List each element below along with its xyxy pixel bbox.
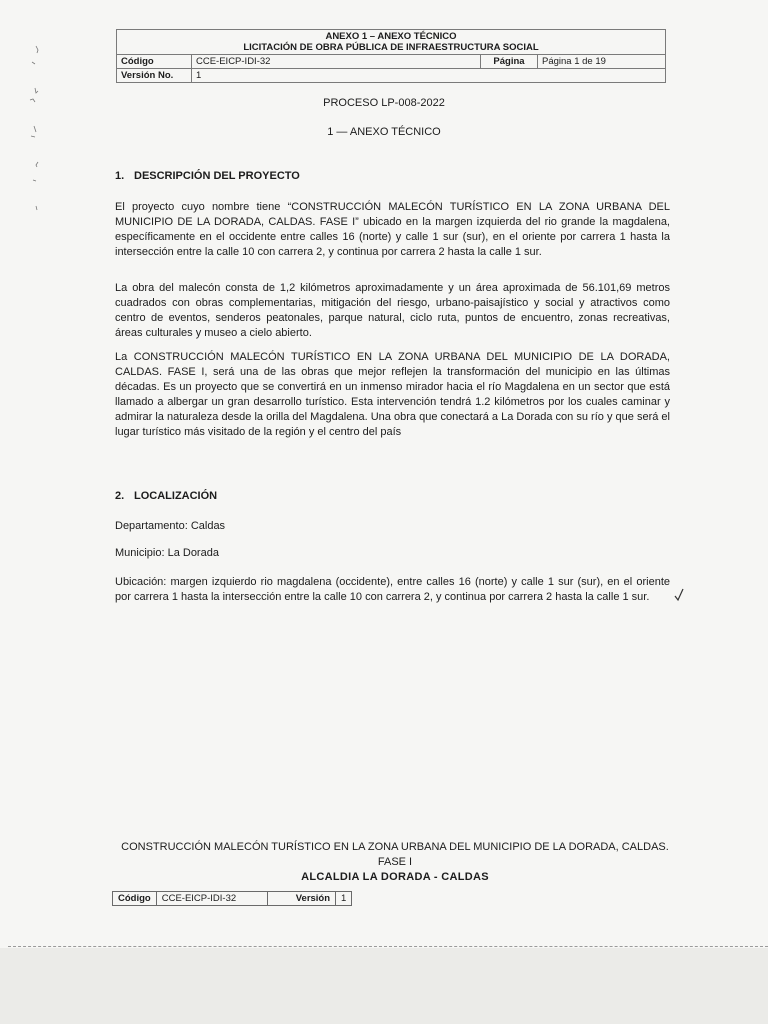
footer-entity: ALCALDIA LA DORADA - CALDAS xyxy=(301,871,489,883)
footer-version-label: Versión xyxy=(268,892,336,905)
header-code-row xyxy=(117,55,665,69)
section1-heading xyxy=(115,170,300,182)
footer-code-label: Código xyxy=(113,892,157,905)
section1-title: DESCRIPCIÓN DEL PROYECTO xyxy=(134,170,300,182)
footer-project-line: CONSTRUCCIÓN MALECÓN TURÍSTICO EN LA ZONA URBANA DEL MUNICIPIO DE LA DORADA, CALDAS. FASE I xyxy=(121,841,669,868)
header-page-value: Página 1 de 19 xyxy=(542,56,606,67)
header-title-line2: LICITACIÓN DE OBRA PÚBLICA DE INFRAESTRUCTURA SOCIAL xyxy=(243,42,539,53)
municipality-line: Municipio: La Dorada xyxy=(115,547,219,559)
header-code-label: Código xyxy=(117,55,192,68)
footer-table xyxy=(112,891,352,906)
section2-title: LOCALIZACIÓN xyxy=(134,490,218,502)
section1-paragraph3: La CONSTRUCCIÓN MALECÓN TURÍSTICO EN LA ZONA URBANA DEL MUNICIPIO DE LA DORADA, CALDAS. FASE I, será una de las obras que mejor reflejen la transformación del municipio en las últimas décadas. Es un proyecto que se convertirá en un inmenso mirador hacia el río Magdalena en un sector que está llamado a albergar un gran desarrollo turístico. Esta intervención tendrá 1.2 kilómetros por los cuales caminar y admirar la naturaleza desde la orilla del Magdalena. Una obra que conectará a La Dorada con su río y que será el lugar turístico más visitado de la región y el centro del país xyxy=(115,351,670,438)
annex-subtitle: 1 — ANEXO TÉCNICO xyxy=(327,126,441,138)
footer-block xyxy=(110,840,680,885)
scan-edge-line xyxy=(8,946,768,947)
header-version-label: Versión No. xyxy=(117,69,192,82)
section2-number: 2. xyxy=(115,490,125,502)
header-code-value: CCE-EICP-IDI-32 xyxy=(192,55,481,68)
location-paragraph: Ubicación: margen izquierdo rio magdalena (occidente), entre calles 16 (norte) y calle 1 sur (sur), en el oriente por carrera 1 hasta la intersección entre la calle 10 con carrera 2, y continua por carrera 2 hasta la calle 1 sur. xyxy=(115,576,670,603)
header-title xyxy=(117,30,665,55)
section2-heading xyxy=(115,490,217,502)
section1-number: 1. xyxy=(115,170,125,182)
handwritten-check-mark xyxy=(674,588,684,605)
header-version-row xyxy=(117,69,665,82)
section1-paragraph1: El proyecto cuyo nombre tiene “CONSTRUCCIÓN MALECÓN TURÍSTICO EN LA ZONA URBANA DEL MUNICIPIO DE LA DORADA, CALDAS. FASE I” ubicado en la margen izquierda del rio grande la magdalena, específicamente en el occidente entre calles 16 (norte) y calle 1 sur (sur), en el oriente por carrera 1 hasta la intersección entre la calle 10 con carrera 2, y continua por carrera 2 hasta la calle 1 sur. xyxy=(115,201,670,258)
footer-version-value: 1 xyxy=(341,893,347,904)
section1-paragraph2: La obra del malecón consta de 1,2 kilómetros aproximadamente y un área aproximada de 56.101,69 metros cuadrados con obras complementarias, mitigación del riesgo, urbano-paisajístico y social y atractivos como centro de eventos, senderos peatonales, parque natural, ciclo ruta, puntos de encuentro, zonas recreativas, áreas culturales y museo a cielo abierto. xyxy=(115,282,670,339)
header-table xyxy=(116,29,666,83)
process-title: PROCESO LP-008-2022 xyxy=(323,97,445,109)
footer-code-value: CCE-EICP-IDI-32 xyxy=(157,892,268,905)
header-version-value: 1 xyxy=(196,70,202,81)
check-mark-icon xyxy=(674,588,684,602)
header-title-line1: ANEXO 1 – ANEXO TÉCNICO xyxy=(325,31,457,42)
department-line: Departamento: Caldas xyxy=(115,520,226,532)
header-page-label: Página xyxy=(481,55,538,68)
